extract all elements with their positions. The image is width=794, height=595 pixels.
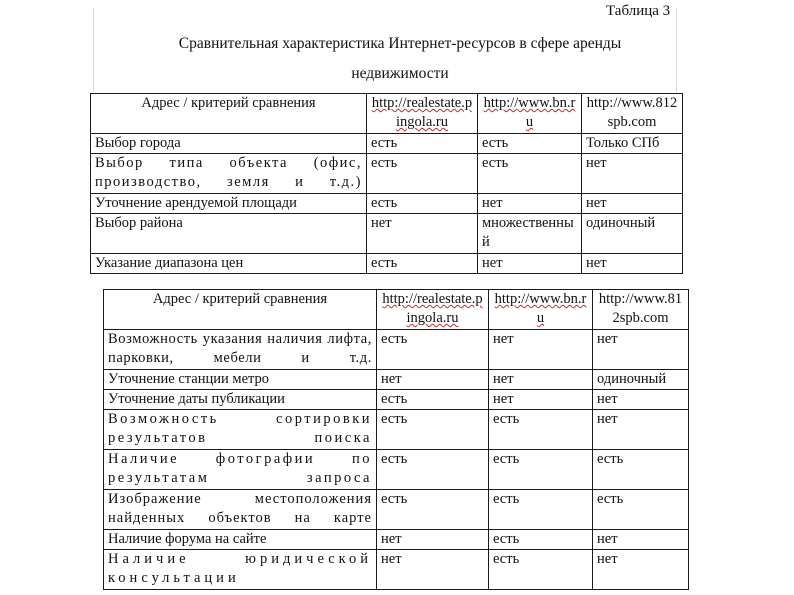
- criterion-cell: Наличие форума на сайте: [104, 530, 377, 550]
- value-cell: есть: [367, 134, 478, 154]
- criterion-text: Возможность указания наличия лифта, парковки, мебели и т.д.: [108, 331, 372, 366]
- value-cell: одиночный: [593, 370, 689, 390]
- site-link[interactable]: http://www.812spb.com: [598, 291, 683, 326]
- table-row: [91, 154, 683, 194]
- value-cell: нет: [489, 330, 593, 370]
- criterion-cell: [104, 490, 377, 530]
- value-cell: нет: [478, 254, 582, 274]
- page-title-continuation: недвижимости: [351, 65, 449, 82]
- header-site-bn[interactable]: [478, 94, 582, 134]
- value-cell: есть: [489, 450, 593, 490]
- value-cell: есть: [593, 450, 689, 490]
- value-cell: есть: [489, 550, 593, 590]
- criterion-cell: Выбор города: [91, 134, 367, 154]
- value-cell: есть: [377, 330, 489, 370]
- value-cell: нет: [593, 410, 689, 450]
- criterion-cell: Выбор района: [91, 214, 367, 254]
- value-cell: нет: [367, 214, 478, 254]
- criterion-text: Возможность сортировки результатов поиска: [108, 411, 372, 446]
- table-row: [104, 370, 689, 390]
- value-cell: Только СПб: [582, 134, 683, 154]
- page-title: Сравнительная характеристика Интернет-ресурсов в сфере аренды: [178, 35, 622, 52]
- site-link[interactable]: http://www.812spb.com: [586, 95, 678, 130]
- header-site-812spb[interactable]: [593, 290, 689, 330]
- value-cell: есть: [367, 194, 478, 214]
- site-link[interactable]: http://realestate.pingola.ru: [382, 291, 483, 326]
- table-row: [91, 214, 683, 254]
- value-cell: нет: [489, 370, 593, 390]
- criterion-cell: Уточнение даты публикации: [104, 390, 377, 410]
- criterion-cell: [104, 550, 377, 590]
- value-cell: нет: [377, 550, 489, 590]
- table-header-row: [91, 94, 683, 134]
- site-link[interactable]: http://realestate.pingola.ru: [371, 95, 473, 130]
- table-row: [91, 194, 683, 214]
- value-cell: нет: [478, 194, 582, 214]
- header-site-bn[interactable]: [489, 290, 593, 330]
- table-row: [104, 330, 689, 370]
- value-cell: нет: [377, 370, 489, 390]
- header-site-812spb[interactable]: [582, 94, 683, 134]
- value-cell: есть: [489, 410, 593, 450]
- comparison-table-1: [90, 93, 683, 274]
- table-row: [104, 550, 689, 590]
- site-link[interactable]: http://www.bn.ru: [494, 291, 587, 326]
- value-cell: нет: [377, 530, 489, 550]
- header-site-realestate-pingola[interactable]: [367, 94, 478, 134]
- value-cell: нет: [593, 330, 689, 370]
- value-cell: нет: [593, 390, 689, 410]
- value-cell: есть: [367, 254, 478, 274]
- criterion-cell: Указание диапазона цен: [91, 254, 367, 274]
- value-cell: нет: [582, 254, 683, 274]
- value-cell: есть: [478, 134, 582, 154]
- table-row: [91, 134, 683, 154]
- table-row: [104, 490, 689, 530]
- table-header-row: [104, 290, 689, 330]
- criterion-text: Изображение местоположения найденных объектов на карте: [108, 491, 372, 526]
- table-row: [104, 450, 689, 490]
- value-cell: есть: [489, 530, 593, 550]
- header-criterion: Адрес / критерий сравнения: [91, 94, 367, 134]
- value-cell: есть: [593, 490, 689, 530]
- table-row: [104, 530, 689, 550]
- table-number: Таблица 3: [606, 3, 671, 19]
- criterion-cell: Уточнение арендуемой площади: [91, 194, 367, 214]
- table-row: [91, 254, 683, 274]
- criterion-cell: [104, 330, 377, 370]
- value-cell: нет: [593, 550, 689, 590]
- header-site-realestate-pingola[interactable]: [377, 290, 489, 330]
- value-cell: нет: [582, 194, 683, 214]
- value-cell: нет: [489, 390, 593, 410]
- value-cell: есть: [367, 154, 478, 194]
- value-cell: есть: [377, 410, 489, 450]
- comparison-table-2: [103, 289, 689, 590]
- site-link[interactable]: http://www.bn.ru: [483, 95, 576, 130]
- criterion-text: Наличие юридической консультации: [108, 551, 372, 586]
- criterion-cell: [104, 410, 377, 450]
- criterion-cell: [91, 154, 367, 194]
- value-cell: есть: [377, 450, 489, 490]
- value-cell: есть: [377, 490, 489, 530]
- criterion-text: Выбор типа объекта (офис, производство, земля и т.д.): [95, 155, 362, 190]
- value-cell: нет: [593, 530, 689, 550]
- value-cell: множественный: [478, 214, 582, 254]
- criterion-text: Наличие фотографии по результатам запроса: [108, 451, 372, 486]
- criterion-cell: Уточнение станции метро: [104, 370, 377, 390]
- value-cell: есть: [478, 154, 582, 194]
- table-row: [104, 410, 689, 450]
- value-cell: есть: [489, 490, 593, 530]
- page-edge-left: [93, 8, 94, 92]
- table-row: [104, 390, 689, 410]
- value-cell: нет: [582, 154, 683, 194]
- header-criterion: Адрес / критерий сравнения: [104, 290, 377, 330]
- criterion-cell: [104, 450, 377, 490]
- value-cell: есть: [377, 390, 489, 410]
- value-cell: одиночный: [582, 214, 683, 254]
